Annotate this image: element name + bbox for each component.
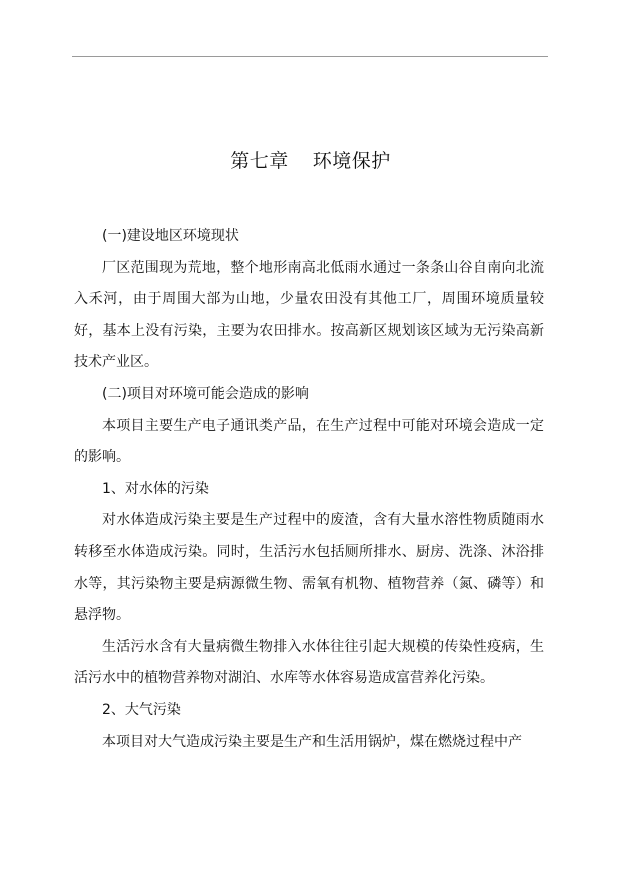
subheading-water: 1、对水体的污染 <box>102 480 209 497</box>
section-heading-1: (一)建设地区环境现状 <box>102 228 239 244</box>
paragraph-project-impact: 本项目主要生产电子通讯类产品，在生产过程中可能对环境会造成一定的影响。 <box>74 417 544 466</box>
subheading-air: 2、大气污染 <box>102 701 181 718</box>
paragraph-air-pollution: 本项目对大气造成污染主要是生产和生活用锅炉，煤在燃烧过程中产 <box>102 733 522 750</box>
paragraph-site-status: 厂区范围现为荒地，整个地形南高北低雨水通过一条条山谷自南向北流入禾河，由于周围大部为山地，少量农田没有其他工厂，周围环境质量较好，基本上没有污染，主要为农田排水。按高新区规划该区域为无污染高新技术产业区。 <box>74 259 544 371</box>
document-body <box>74 221 544 758</box>
paragraph-sewage: 生活污水含有大量病微生物排入水体往往引起大规模的传染性疫病，生活污水中的植物营养物对湖泊、水库等水体容易造成富营养化污染。 <box>74 638 544 687</box>
chapter-heading <box>0 148 621 174</box>
header-rule <box>72 56 548 57</box>
section-heading-2: (二)项目对环境可能会造成的影响 <box>102 385 309 402</box>
chapter-label: 第七章 <box>230 150 289 172</box>
paragraph-water-pollution: 对水体造成污染主要是生产过程中的废渣，含有大量水溶性物质随雨水转移至水体造成污染。同时，生活污水包括厕所排水、厨房、洗涤、沐浴排水等，其污染物主要是病源微生物、需氧有机物、植物营养（氮、磷等）和悬浮物。 <box>74 512 544 624</box>
chapter-title: 环境保护 <box>312 150 391 172</box>
